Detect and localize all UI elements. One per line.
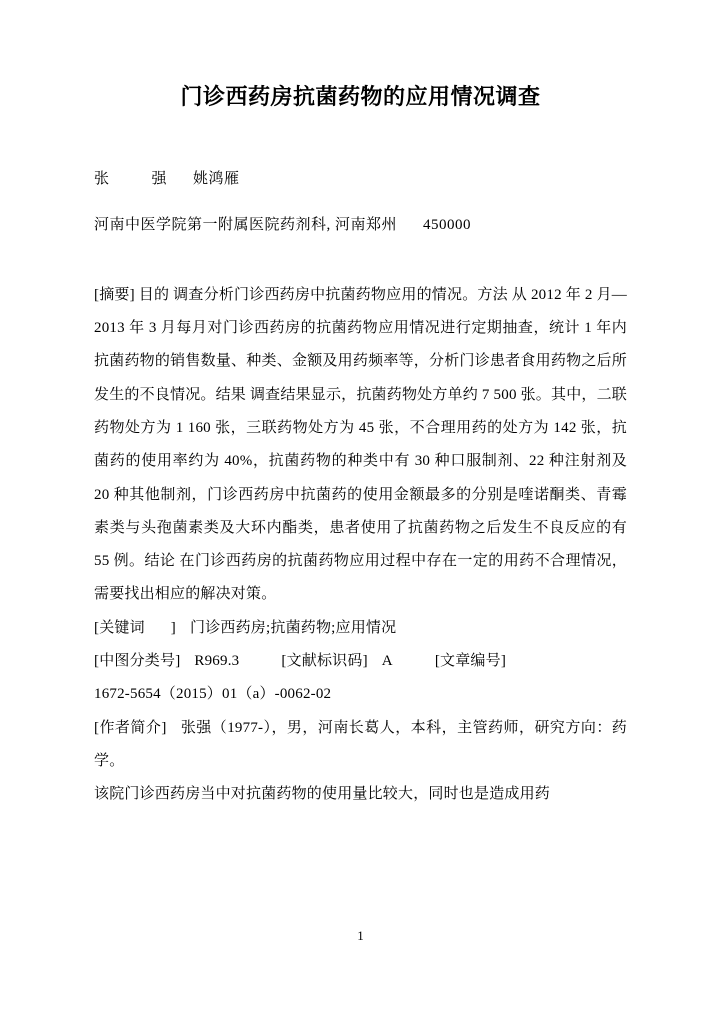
clc-value: R969.3 <box>194 653 240 670</box>
page-title: 门诊西药房抗菌药物的应用情况调查 <box>180 84 541 109</box>
clc-label: [中图分类号] <box>94 653 181 670</box>
affiliation-postcode: 450000 <box>423 216 472 233</box>
author-given-name: 强 <box>151 170 168 187</box>
page-number: 1 <box>357 928 364 943</box>
keywords-bracket: ] <box>170 619 176 636</box>
article-id-value: 1672-5654（2015）01（a）-0062-02 <box>94 686 332 703</box>
body-paragraph: 该院门诊西药房当中对抗菌药物的使用量比较大，同时也是造成用药 <box>94 786 551 803</box>
affiliation-text: 河南中医学院第一附属医院药剂科, 河南郑州 <box>94 216 398 233</box>
document-code-value: A <box>381 653 393 670</box>
article-id-line <box>94 678 627 711</box>
author-line <box>94 167 627 191</box>
affiliation-line <box>94 213 627 237</box>
keywords-label: [关键词 <box>94 619 145 636</box>
keywords-line <box>94 612 627 645</box>
classification-line <box>94 645 627 678</box>
author-surname: 张 <box>94 170 110 187</box>
document-code-label: [文献标识码] <box>281 653 368 670</box>
keywords-value: 门诊西药房;抗菌药物;应用情况 <box>190 619 397 636</box>
author-second: 姚鸿雁 <box>193 170 240 187</box>
author-bio-line <box>94 712 627 779</box>
abstract-paragraph: [摘要] 目的 调查分析门诊西药房中抗菌药物应用的情况。方法 从 2012 年 2 月—2013 年 3 月每月对门诊西药房的抗菌药物应用情况进行定期抽查，统计 1 年内抗菌药物的销售数量、种类、金额及用药频率等，分析门诊患者食用药物之后所发生的不良情况。结果 调查结果显示，抗菌药物处方单约 7 500 张。其中，二联药物处方为 1 160 张，三联药物处方为 45 张，不合理用药的处方为 142 张，抗菌药的使用率约为 40%，抗菌药物的种类中有 30 种口服制剂、22 种注射剂及 20 种其他制剂，门诊西药房中抗菌药的使用金额最多的分别是喹诺酮类、青霉素类与头孢菌素类及大环内酯类，患者使用了抗菌药物之后发生不良反应的有 55 例。结论 在门诊西药房的抗菌药物应用过程中存在一定的用药不合理情况，需要找出相应的解决对策。 <box>94 286 628 603</box>
article-id-label: [文章编号] <box>434 653 507 670</box>
author-bio-label: [作者简介] <box>94 719 167 736</box>
metadata-block <box>94 612 627 778</box>
author-bio-text: 张强（1977-），男，河南长葛人，本科，主管药师，研究方向：药学。 <box>94 719 627 769</box>
